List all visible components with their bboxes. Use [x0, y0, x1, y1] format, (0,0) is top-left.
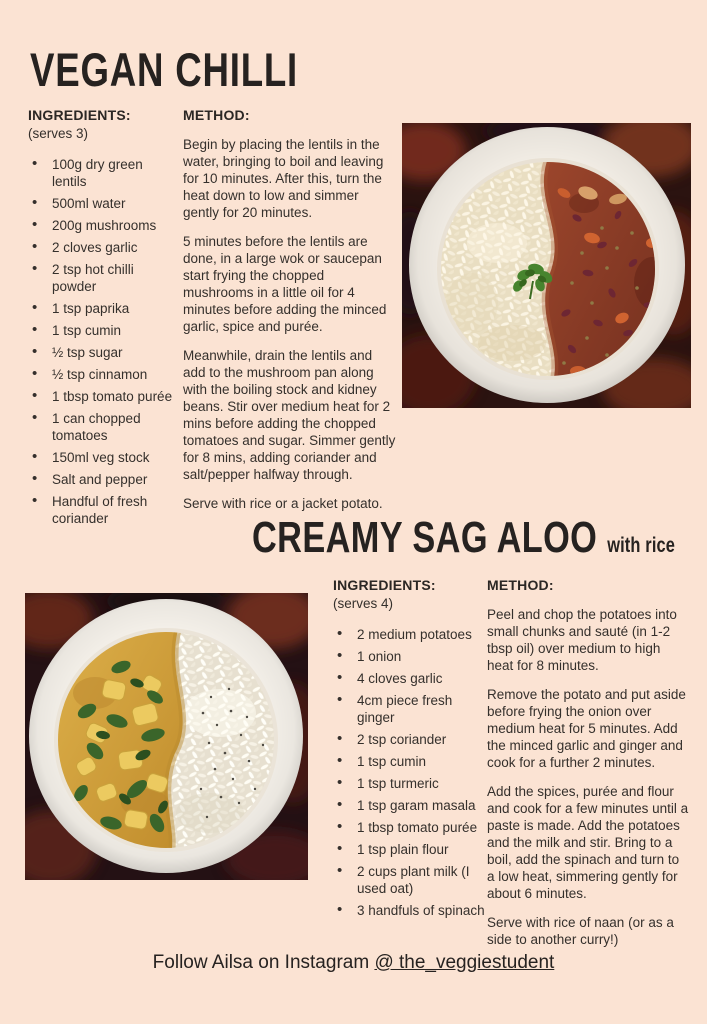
ingredient-item: • 1 tsp plain flour: [333, 841, 485, 858]
method-paragraph: 5 minutes before the lentils are done, in a large wok or saucepan start frying the chopped mushrooms in a little oil for 4 minutes before adding the minced garlic, spice and purée.: [183, 234, 387, 334]
ingredient-item: • 100g dry green lentils: [28, 156, 180, 190]
ingredient-item: • 1 can chopped tomatoes: [28, 410, 180, 444]
recipe-title-main: CREAMY SAG ALOO: [252, 513, 598, 562]
method-steps: [487, 606, 690, 948]
ingredient-item: • ½ tsp sugar: [28, 344, 180, 361]
ingredients-column: [28, 107, 180, 532]
ingredient-item: • 2 cups plant milk (I used oat): [333, 863, 485, 897]
recipe-title: VEGAN CHILLI: [30, 43, 299, 96]
footer: [0, 952, 707, 974]
ingredient-item: • 1 onion: [333, 648, 485, 665]
method-paragraph: Begin by placing the lentils in the water, bringing to boil and leaving for 10 minutes. After this, turn the heat down to low and simmer gently for 20 minutes.: [183, 137, 384, 220]
ingredient-item: • 1 tsp cumin: [28, 322, 180, 339]
ingredients-heading: INGREDIENTS:: [28, 107, 131, 123]
ingredient-item: • 1 tsp turmeric: [333, 775, 485, 792]
method-column: [487, 577, 690, 948]
method-paragraph: Remove the potato and put aside before frying the onion over medium heat for 5 minutes. Add the minced garlic and ginger and cook for a further 2 minutes.: [487, 687, 686, 770]
ingredient-item: • 2 tsp coriander: [333, 731, 485, 748]
ingredient-item: • 150ml veg stock: [28, 449, 180, 466]
ingredient-item: • 1 tsp garam masala: [333, 797, 485, 814]
sag-aloo-photo: [25, 593, 308, 880]
method-heading: METHOD:: [487, 577, 554, 593]
ingredient-item: • 1 tsp cumin: [333, 753, 485, 770]
serves-note: (serves 3): [28, 126, 89, 141]
ingredients-list: [333, 626, 485, 919]
method-paragraph: Serve with rice or a jacket potato.: [183, 496, 383, 511]
ingredient-item: • 2 medium potatoes: [333, 626, 485, 643]
recipe-title: [252, 513, 676, 562]
method-paragraph: Add the spices, purée and flour and cook for a few minutes until a paste is made. Add the potatoes and the milk and stir. Bring to a boil, add the spinach and turn to a low heat, simmering gently for about 6 minutes.: [487, 784, 689, 901]
sag-aloo-photo-graphic: [25, 593, 308, 880]
method-heading: METHOD:: [183, 107, 250, 123]
recipe-title-subtitle: with rice: [607, 534, 676, 557]
method-paragraph: Serve with rice of naan (or as a side to another curry!): [487, 915, 674, 947]
ingredient-item: • 3 handfuls of spinach: [333, 902, 485, 919]
ingredient-item: • 500ml water: [28, 195, 180, 212]
ingredient-item: • 2 tsp hot chilli powder: [28, 261, 180, 295]
ingredient-item: • 1 tbsp tomato purée: [28, 388, 180, 405]
ingredient-item: • 2 cloves garlic: [28, 239, 180, 256]
ingredients-heading: INGREDIENTS:: [333, 577, 436, 593]
instagram-handle-link[interactable]: @ the_veggiestudent: [374, 952, 555, 973]
ingredients-column: [333, 577, 485, 924]
ingredient-item: • 200g mushrooms: [28, 217, 180, 234]
method-column: [183, 107, 398, 512]
ingredient-item: • 4cm piece fresh ginger: [333, 692, 485, 726]
ingredients-list: [28, 156, 180, 527]
method-paragraph: Meanwhile, drain the lentils and add to the mushroom pan along with the boiling stock and kidney beans. Stir over medium heat for 2 mins before adding the chopped tomatoes and sugar. Simmer gently for 8 mins, adding coriander and salt/pepper halfway through.: [183, 348, 396, 482]
ingredient-item: • Handful of fresh coriander: [28, 493, 180, 527]
vegan-chilli-photo-graphic: [402, 123, 691, 408]
ingredient-item: • 1 tsp paprika: [28, 300, 180, 317]
method-paragraph: Peel and chop the potatoes into small chunks and sauté (in 1-2 tbsp oil) over medium to high heat for 8 minutes.: [487, 607, 677, 673]
ingredient-item: • ½ tsp cinnamon: [28, 366, 180, 383]
ingredient-item: • 4 cloves garlic: [333, 670, 485, 687]
vegan-chilli-photo: [402, 123, 691, 408]
method-steps: [183, 136, 398, 512]
ingredient-item: • 1 tbsp tomato purée: [333, 819, 485, 836]
serves-note: (serves 4): [333, 596, 394, 611]
footer-text: Follow Ailsa on Instagram: [152, 952, 375, 973]
ingredient-item: • Salt and pepper: [28, 471, 180, 488]
